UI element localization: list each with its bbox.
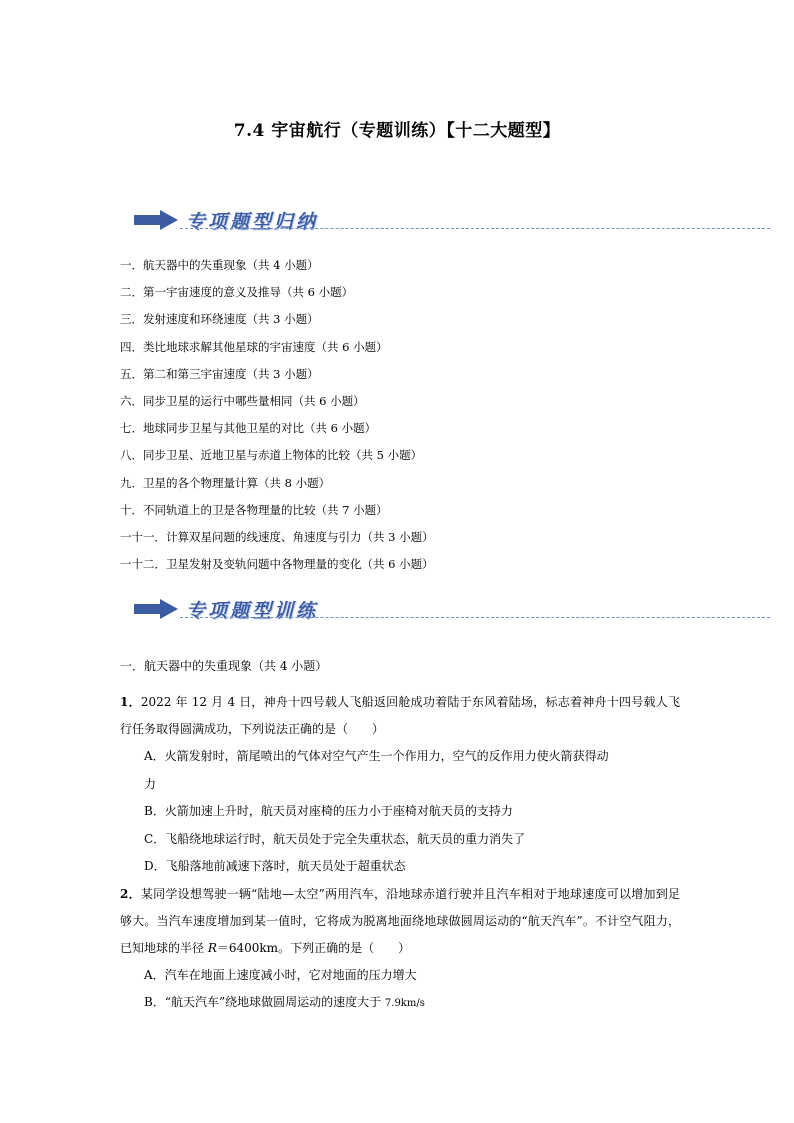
option-b-text: B．“航天汽车”绕地球做圆周运动的速度大于 [144, 995, 385, 1009]
option-b[interactable] [120, 989, 680, 1018]
question-number: 2． [120, 886, 141, 901]
divider [180, 228, 770, 229]
option-a[interactable]: A．汽车在地面上速度减小时，它对地面的压力增大 [144, 967, 417, 982]
option-b[interactable]: B．火箭加速上升时，航天员对座椅的压力小于座椅对航天员的支持力 [144, 804, 513, 818]
banner-title: 专项题型归纳 [186, 211, 319, 233]
arrow-icon [134, 210, 178, 230]
option-d[interactable]: D．飞船落地前减速下落时，航天员处于超重状态 [144, 859, 406, 873]
toc-item[interactable]: 六．同步卫星的运行中哪些量相同（共 6 小题） [120, 393, 365, 408]
toc-item[interactable]: 五．第二和第三宇宙速度（共 3 小题） [120, 366, 319, 381]
toc-item[interactable]: 七．地球同步卫星与其他卫星的对比（共 6 小题） [120, 421, 377, 436]
question-number: 1． [120, 695, 141, 709]
option-a[interactable]: A．火箭发射时，箭尾喷出的气体对空气产生一个作用力，空气的反作用力使火箭获得动 [144, 749, 609, 763]
banner-title: 专项题型训练 [186, 600, 319, 622]
toc-item[interactable]: 十．不同轨道上的卫是各物理量的比较（共 7 小题） [120, 502, 388, 517]
speed-value: 7.9km/s [384, 998, 425, 1009]
equation: ＝6400km [216, 940, 279, 955]
toc-item[interactable]: 九．卫星的各个物理量计算（共 8 小题） [120, 475, 331, 490]
option-a-continued: 力 [144, 776, 157, 791]
toc-item[interactable]: 三．发射速度和环绕速度（共 3 小题） [120, 312, 319, 327]
question-stem: 2022 年 12 月 4 日，神舟十四号载人飞船返回舱成功着陆于东风着陆场，标志着神舟十四号载人飞行任务取得圆满成功，下列说法正确的是（ ） [120, 695, 680, 736]
page-title: 7.4 宇宙航行（专题训练）【十二大题型】 [233, 121, 561, 141]
option-c[interactable]: C．飞船绕地球运行时，航天员处于完全失重状态，航天员的重力消失了 [144, 831, 526, 846]
toc-item[interactable]: 一十二．卫星发射及变轨问题中各物理量的变化（共 6 小题） [120, 557, 434, 572]
question-area [120, 655, 680, 1018]
section-banner-summary [120, 203, 770, 237]
divider [180, 617, 770, 618]
toc-list [120, 252, 434, 578]
toc-item[interactable]: 二．第一宇宙速度的意义及推导（共 6 小题） [120, 285, 354, 300]
toc-item[interactable]: 四．类比地球求解其他星球的宇宙速度（共 6 小题） [120, 339, 388, 354]
question-1 [120, 689, 680, 743]
variable-r: R [207, 940, 217, 955]
question-stem-end: 。下列正确的是（ ） [278, 940, 411, 955]
question-2 [120, 881, 680, 962]
toc-item[interactable]: 八．同步卫星、近地卫星与赤道上物体的比较（共 5 小题） [120, 448, 423, 463]
toc-item[interactable]: 一．航天器中的失重现象（共 4 小题） [120, 258, 319, 272]
question-stem: 某同学设想驾驶一辆“陆地—太空”两用汽车，沿地球赤道行驶并且汽车相对于地球速度可以增加到足够大。当汽车速度增加到某一值时，它将成为脱离地面绕地球做圆周运动的“航天汽车”。不计空气阻力，已知地球的半径 [120, 886, 680, 955]
toc-item[interactable]: 一十一．计算双星问题的线速度、角速度与引力（共 3 小题） [120, 529, 434, 544]
arrow-icon [134, 599, 178, 619]
section-banner-training [120, 592, 770, 626]
section-heading: 一．航天器中的失重现象（共 4 小题） [120, 659, 328, 673]
